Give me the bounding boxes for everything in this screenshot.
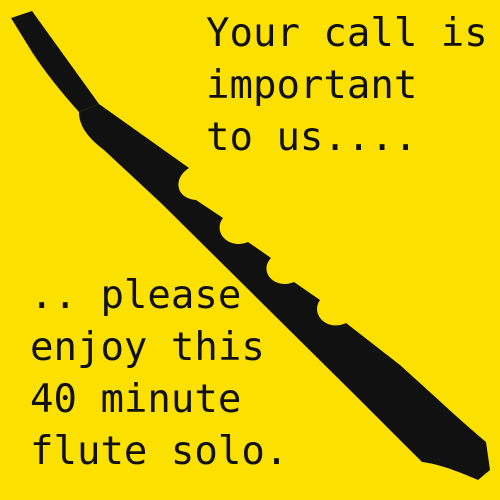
caption-top (206, 8, 488, 164)
caption-top-line: important (206, 63, 418, 108)
caption-bottom-line: .. please (30, 273, 242, 318)
caption-bottom (30, 270, 288, 478)
caption-top-line: Your call is (206, 11, 488, 56)
caption-bottom-line: flute solo. (30, 429, 289, 474)
caption-top-line: to us.... (206, 115, 418, 160)
caption-bottom-line: enjoy this (30, 325, 265, 370)
caption-bottom-line: 40 minute (30, 377, 242, 422)
